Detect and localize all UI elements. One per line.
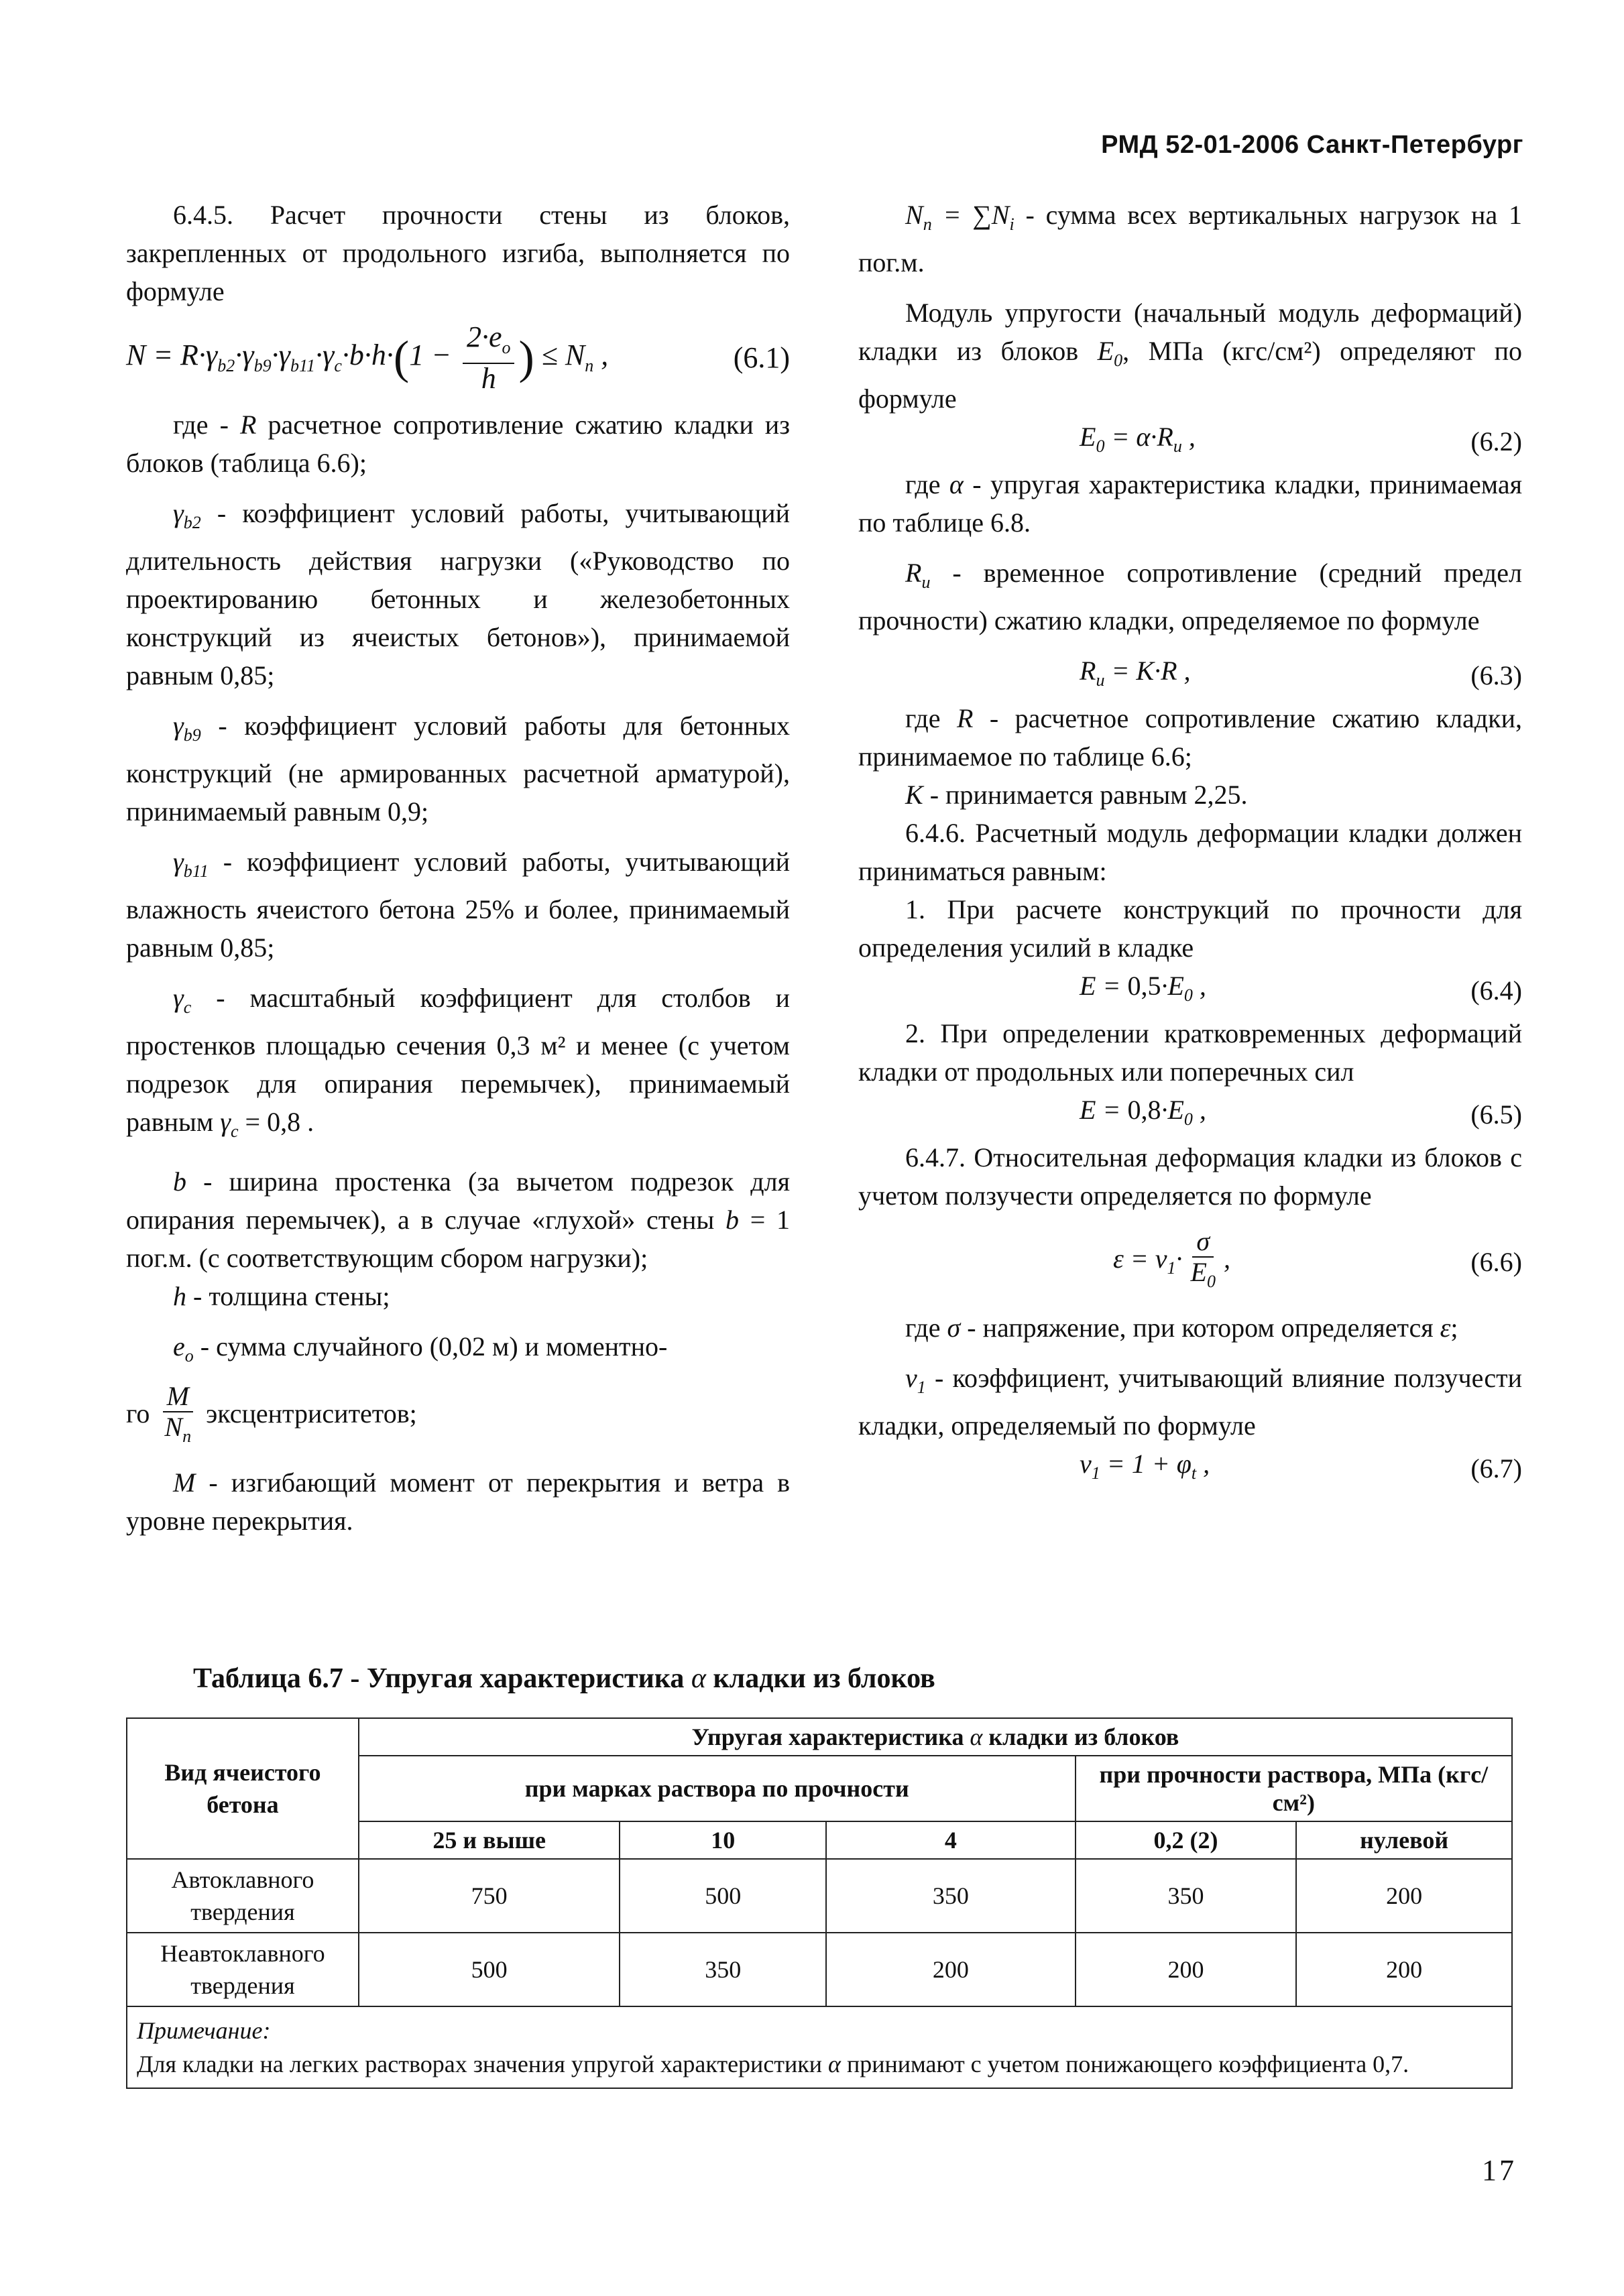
where-label: где - xyxy=(173,409,229,440)
formula-6-5-number: (6.5) xyxy=(1470,1099,1522,1130)
col-header: 0,2 (2) xyxy=(1076,1821,1297,1859)
def-h xyxy=(126,1277,790,1315)
header-main xyxy=(359,1718,1512,1756)
table-cell: 350 xyxy=(620,1933,826,2006)
def-K xyxy=(858,776,1522,814)
def-b-text-2: пог.м. (с соответствующим сбором нагрузки); xyxy=(126,1242,648,1273)
table-cell: 350 xyxy=(1076,1859,1297,1933)
def-R xyxy=(126,406,790,482)
header-mortar-marks: при марках раствора по прочности xyxy=(359,1756,1076,1821)
def-b-text: - ширина простенка (за вычетом подрезок для опирания перемычек), а в случае «глухой» стены xyxy=(126,1166,791,1235)
formula-6-6 xyxy=(858,1227,1522,1296)
note-text-a: Для кладки на легких растворах значения упругой характеристики xyxy=(137,2051,823,2077)
formula-6-7-number: (6.7) xyxy=(1470,1453,1522,1484)
def-Ru-text: - временное сопротивление (средний предел прочности) сжатию кладки, определяемое по формуле xyxy=(858,558,1523,636)
formula-6-7-body: $\nu_1 = 1 + \varphi_t$ , xyxy=(1080,1449,1210,1483)
symbol-gamma-b2: $\gamma_{b2}$ xyxy=(173,497,201,532)
col-header: 10 xyxy=(620,1821,826,1859)
table-cell: 500 xyxy=(359,1933,620,2006)
gamma-c-inline: $\gamma_c$ xyxy=(220,1106,239,1141)
table-cell: 500 xyxy=(620,1859,826,1933)
b-value: = 1 xyxy=(750,1204,790,1235)
table-cell: 200 xyxy=(826,1933,1076,2006)
def-M-text: - изгибающий момент от перекрытия и ветра в уровне перекрытия. xyxy=(126,1467,791,1536)
symbol-epsilon: ε xyxy=(1440,1313,1451,1343)
page-number: 17 xyxy=(1482,2154,1517,2187)
table-caption xyxy=(193,1663,935,1695)
def-R-text: расчетное сопротивление сжатию кладки из блоков (таблица 6.6); xyxy=(126,409,791,478)
formula-6-3-number: (6.3) xyxy=(1470,660,1522,690)
table-note xyxy=(127,2006,1512,2088)
def-K-text: - принимается равным 2,25. xyxy=(929,780,1248,810)
symbol-eo: $e_o$ xyxy=(173,1331,194,1366)
symbol-alpha: α xyxy=(970,1724,983,1750)
formula-6-4-number: (6.4) xyxy=(1470,975,1522,1006)
document-header: РМД 52-01-2006 Санкт-Петербург xyxy=(1101,131,1523,159)
header-main-b: кладки из блоков xyxy=(988,1724,1179,1750)
table-cell: 200 xyxy=(1076,1933,1297,2006)
formula-6-4-coef: 0,5 xyxy=(1127,971,1161,1001)
fraction-M-Nn: $\frac{M}{N_n}$ xyxy=(160,1382,195,1451)
def-sigma: где σ - напряжение, при котором определяется ε; xyxy=(905,1313,1458,1343)
symbol-gamma-b9: $\gamma_{b9}$ xyxy=(173,710,201,745)
symbol-E0: $E_0$ xyxy=(1097,336,1123,370)
def-Ru xyxy=(858,554,1522,640)
def-gamma-c xyxy=(126,979,790,1150)
paragraph-6-4-6: 6.4.6. Расчетный модуль деформации кладки должен приниматься равным: xyxy=(858,818,1522,886)
paragraph-6-4-6-2: 2. При определении кратковременных деформаций кладки от продольных или поперечных сил xyxy=(858,1018,1522,1087)
formula-6-5-coef: 0,8 xyxy=(1127,1095,1161,1125)
paragraph-modulus xyxy=(858,294,1522,418)
def-nu1-text: - коэффициент, учитывающий влияние ползучести кладки, определяемый по формуле xyxy=(858,1363,1522,1441)
header-main-a: Упругая характеристика xyxy=(691,1724,964,1750)
formula-6-1-body: $N = R\cdot\gamma_{b2}\cdot\gamma_{b9}\cdot\gamma_{b11}\cdot\gamma_c\cdot b\cdot h\cdot(1$ − $\frac{2\cdot e_o}{h}$ ) ≤ $N_n$ , xyxy=(126,320,609,395)
formula-6-6-body: $\varepsilon = \nu_1\cdot$ $\frac{\sigma}{E_0}$ , xyxy=(1113,1226,1230,1291)
formula-6-2-number: (6.2) xyxy=(1470,426,1522,457)
modulus-text-a: Модуль упругости (начальный модуль деформаций) кладки из блоков xyxy=(858,298,1522,366)
def-gamma-b2 xyxy=(126,494,790,694)
def-gamma-c-text: - масштабный коэффициент для столбов и простенков площадью сечения 0,3 м² и менее (с учетом подрезок для опирания перемычек), принимаемый равным xyxy=(126,982,791,1137)
elastic-characteristic-table xyxy=(126,1717,1513,2089)
row-name: Автоклавного твердения xyxy=(127,1859,359,1933)
table-row xyxy=(127,1933,1512,2006)
def-nu1 xyxy=(858,1359,1522,1445)
col-header: 25 и выше xyxy=(359,1821,620,1859)
table-cell: 750 xyxy=(359,1859,620,1933)
left-column xyxy=(126,196,790,1540)
paragraph-6-4-5: 6.4.5. Расчет прочности стены из блоков, закрепленных от продольного изгиба, выполняется по формуле xyxy=(126,200,790,306)
symbol-Ru: $R_u$ xyxy=(905,558,931,592)
def-R2-text: - расчетное сопротивление сжатию кладки, принимаемое по таблице 6.6; xyxy=(858,703,1522,772)
where-label: где xyxy=(905,1313,941,1343)
symbol-b-inline: b xyxy=(726,1204,739,1235)
symbol-sigma: σ xyxy=(947,1313,961,1343)
note-text-b: принимают с учетом понижающего коэффициента 0,7. xyxy=(846,2051,1409,2077)
formula-6-1-number: (6.1) xyxy=(733,341,790,375)
symbol-alpha: α xyxy=(949,469,964,499)
def-h-text: - толщина стены; xyxy=(193,1280,390,1311)
def-sigma-text: - напряжение, при котором определяется xyxy=(967,1313,1434,1343)
def-M xyxy=(126,1463,790,1540)
formula-6-3 xyxy=(858,652,1522,699)
symbol-R: R xyxy=(239,409,257,440)
def-b xyxy=(126,1162,790,1277)
symbol-b: b xyxy=(173,1166,186,1197)
modulus-text-b: , МПа (кгс/см²) определяют по формуле xyxy=(858,336,1523,414)
header-concrete-type: Вид ячеистого бетона xyxy=(127,1718,359,1859)
paragraph-6-4-6-1: 1. При расчете конструкций по прочности для определения усилий в кладке xyxy=(858,894,1522,963)
symbol-M: M xyxy=(173,1467,196,1498)
go-text: го xyxy=(126,1398,150,1429)
symbol-nu1: $\nu_1$ xyxy=(905,1363,926,1397)
formula-6-2 xyxy=(858,418,1522,465)
row-name: Неавтоклавного твердения xyxy=(127,1933,359,2006)
note-label: Примечание: xyxy=(137,2017,271,2044)
table-cell: 200 xyxy=(1296,1933,1512,2006)
header-mortar-strength: при прочности раствора, МПа (кгс/см²) xyxy=(1076,1756,1512,1821)
def-alpha-text: - упругая характеристика кладки, принимаемая по таблице 6.8. xyxy=(858,469,1522,538)
formula-6-4-body: $E = 0,5\cdot E_0$ , xyxy=(1080,971,1206,1005)
table-cell: 200 xyxy=(1296,1859,1512,1933)
def-Nn xyxy=(858,196,1522,282)
def-gamma-b11-text: - коэффициент условий работы, учитывающий влажность ячеистого бетона 25% и более, принимаемый равным 0,85; xyxy=(126,846,791,963)
formula-6-5-body: $E = 0,8\cdot E_0$ , xyxy=(1080,1095,1206,1129)
formula-6-1 xyxy=(126,322,790,394)
where-label: где xyxy=(905,703,941,733)
symbol-gamma-b11: $\gamma_{b11}$ xyxy=(173,846,209,881)
def-eo-cont xyxy=(126,1382,790,1451)
symbol-h: h xyxy=(173,1280,186,1311)
def-eo xyxy=(126,1327,790,1375)
symbol-gamma-c: $\gamma_c$ xyxy=(173,982,192,1017)
paragraph-6-4-7: 6.4.7. Относительная деформация кладки из блоков с учетом ползучести определяется по формуле xyxy=(858,1142,1522,1211)
def-gamma-b2-text: - коэффициент условий работы, учитывающий длительность действия нагрузки («Руководство по проектированию бетонных и железобетонных конструкций из ячеистых бетонов»), принимаемой равным 0,85; xyxy=(126,497,790,690)
table-caption-b: кладки из блоков xyxy=(713,1663,935,1694)
def-eo-text: - сумма случайного (0,02 м) и моментно- xyxy=(200,1331,668,1362)
def-R2 xyxy=(858,699,1522,776)
col-header: нулевой xyxy=(1296,1821,1512,1859)
formula-6-4 xyxy=(858,967,1522,1014)
right-column xyxy=(858,196,1522,1492)
eccentricity-text: эксцентриситетов; xyxy=(206,1398,417,1429)
symbol-alpha: α xyxy=(691,1663,706,1694)
formula-6-7 xyxy=(858,1445,1522,1492)
table-note-row xyxy=(127,2006,1512,2088)
symbol-K: K xyxy=(905,780,923,810)
def-gamma-b9 xyxy=(126,707,790,831)
table-cell: 350 xyxy=(826,1859,1076,1933)
formula-6-5 xyxy=(858,1091,1522,1138)
formula-Nn: $N_n = \sum N_i$ xyxy=(905,200,1014,234)
formula-6-3-body: $R_u = K\cdot R$ , xyxy=(1080,656,1191,690)
gamma-c-value: = 0,8 . xyxy=(245,1106,314,1137)
formula-6-2-body: $E_0 = \alpha\cdot R_u$ , xyxy=(1080,422,1196,456)
def-gamma-b11 xyxy=(126,843,790,967)
def-Nn-text: - сумма всех вертикальных нагрузок на 1 пог.м. xyxy=(858,200,1523,278)
where-label: где xyxy=(905,469,941,499)
def-gamma-b9-text: - коэффициент условий работы для бетонных конструкций (не армированных расчетной арматурой), принимаемый равным 0,9; xyxy=(126,710,790,827)
table-row xyxy=(127,1859,1512,1933)
symbol-R: R xyxy=(956,703,974,733)
formula-6-6-number: (6.6) xyxy=(1470,1246,1522,1277)
def-alpha xyxy=(858,465,1522,542)
symbol-alpha: α xyxy=(828,2051,841,2077)
table-caption-a: Таблица 6.7 - Упругая характеристика xyxy=(193,1663,685,1694)
col-header: 4 xyxy=(826,1821,1076,1859)
